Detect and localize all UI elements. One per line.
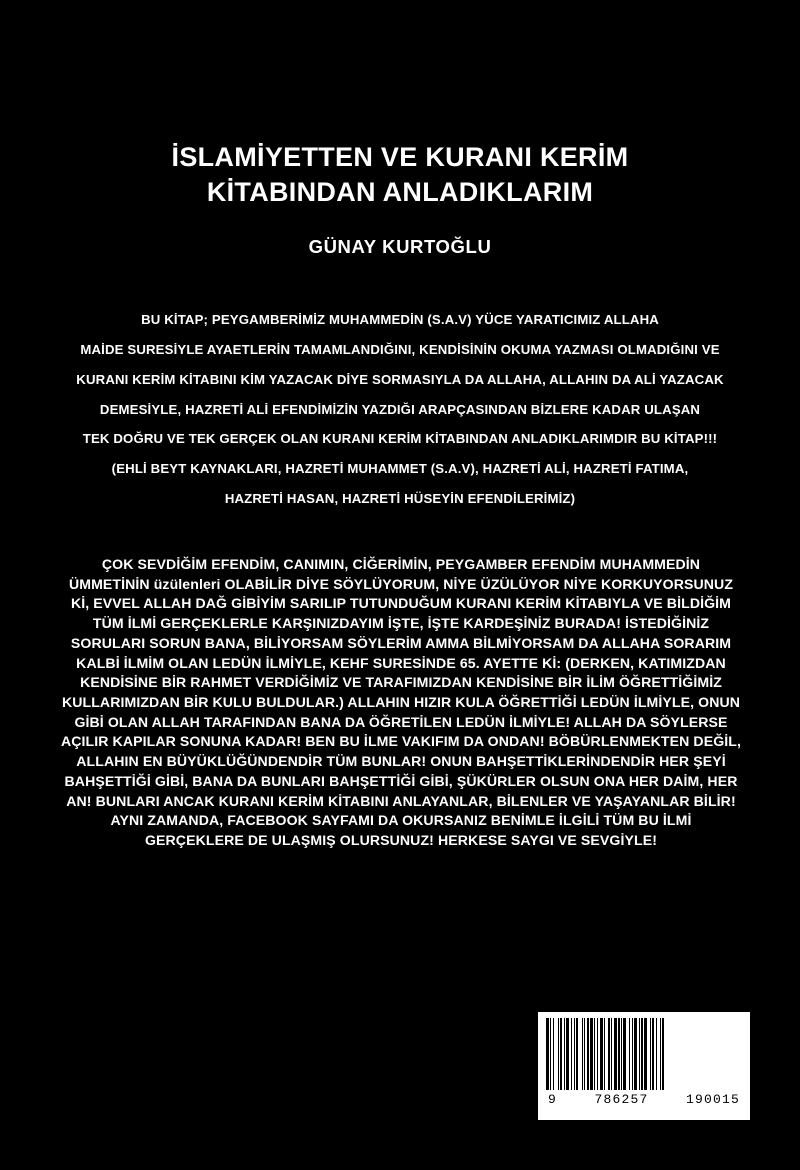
title-block bbox=[0, 140, 800, 258]
barcode-digits bbox=[546, 1090, 742, 1107]
page-title-line-2: KİTABINDAN ANLADIKLARIM bbox=[206, 176, 594, 207]
blurb-top-line: DEMESİYLE, HAZRETİ ALİ EFENDİMİZİN YAZDIĞI ARAPÇASINDAN BİZLERE KADAR ULAŞAN bbox=[99, 401, 701, 417]
blurb-top bbox=[60, 312, 740, 521]
blurb-top-line: BU KİTAP; PEYGAMBERİMİZ MUHAMMEDİN (S.A.V) YÜCE YARATICIMIZ ALLAHA bbox=[141, 312, 659, 327]
barcode-group-1: 786257 bbox=[594, 1092, 649, 1107]
barcode-group-2: 190015 bbox=[685, 1092, 740, 1107]
blurb-top-line: HAZRETİ HASAN, HAZRETİ HÜSEYİN EFENDİLERİMİZ) bbox=[224, 491, 576, 507]
blurb-top-line: KURANI KERİM KİTABINI KİM YAZACAK DİYE SORMASIYLA DA ALLAHA, ALLAHIN DA ALİ YAZACAK bbox=[76, 371, 724, 387]
blurb-top-line: TEK DOĞRU VE TEK GERÇEK OLAN KURANI KERİM KİTABINDAN ANLADIKLARIMDIR BU KİTAP!!! bbox=[82, 431, 718, 447]
barcode-bars bbox=[546, 1018, 742, 1090]
blurb-top-line: MAİDE SURESİYLE AYAETLERİN TAMAMLANDIĞINI, KENDİSİNİN OKUMA YAZMASI OLMADIĞINI VE bbox=[80, 341, 720, 357]
author-name: GÜNAY KURTOĞLU bbox=[308, 236, 492, 258]
blurb-main-text: ÇOK SEVDİĞİM EFENDİM, CANIMIN, CİĞERİMİN, PEYGAMBER EFENDİM MUHAMMEDİN ÜMMETİNİN üzülenleri OLABİLİR DİYE SÖYLÜYORUM, NİYE ÜZÜLÜYOR NİYE KORKUYORSUNUZ Kİ, EVVEL ALLAH DAĞ GİBİYİM SARILIP TUTUNDUĞUM KURANI KERİM KİTABIYLA VE BİLDİĞİM TÜM İLMİ GERÇEKLERLE KARŞINIZDAYIM İŞTE, İŞTE KARDEŞİNİZ BURADA! İSTEDİĞİNİZ SORULARI SORUN BANA, BİLİYORSAM SÖYLERİM AMMA BİLMİYORSAM DA ALLAHA SORARIM KALBİ İLMİM OLAN LEDÜN İLMİYLE, KEHF SURESİNDE 65. AYETTE Kİ: (DERKEN, KATIMIZDAN KENDİSİNE BİR RAHMET VERDİĞİMİZ VE TARAFIMIZDAN KENDİSİNE BİR İLİM ÖĞRETTİĞİMİZ KULLARIMIZDAN BİR KULU BULDULAR.) ALLAHIN HIZIR KULA ÖĞRETTİĞİ LEDÜN İLMİYLE, ONUN GİBİ OLAN ALLAH TARAFINDAN BANA DA ÖĞRETİLEN LEDÜN İLMİYLE! ALLAH DA SÖYLERSE AÇILIR KAPILAR SONUNA KADAR! BEN BU İLME VAKIFIM DA ONDAN! BÖBÜRLENMEKTEN DEĞİL, ALLAHIN EN BÜYÜKLÜĞÜNDENDİR TÜM BUNLAR! ONUN BAHŞETTİKLERİNDENDİR HER ŞEYİ BAHŞETTİĞİ GİBİ, BANA DA BUNLARI BAHŞETTİĞİ GİBİ, ŞÜKÜRLER OLSUN ONA HER DAİM, HER AN! BUNLARI ANCAK KURANI KERİM KİTABINI ANLAYANLAR, BİLENLER VE YAŞAYANLAR BİLİR! AYNI ZAMANDA, FACEBOOK SAYFAMI DA OKURSANIZ BENİMLE İLGİLİ TÜM BU İLMİ GERÇEKLERE DE ULAŞMIŞ OLURSUNUZ! HERKESE SAYGI VE SEVGİYLE! bbox=[60, 556, 742, 849]
isbn-barcode bbox=[538, 1012, 750, 1120]
page-title-line-1: İSLAMİYETTEN VE KURANI KERİM bbox=[171, 142, 629, 172]
blurb-top-line: (EHLİ BEYT KAYNAKLARI, HAZRETİ MUHAMMET (S.A.V), HAZRETİ ALİ, HAZRETİ FATIMA, bbox=[111, 461, 689, 477]
barcode-left-digit: 9 bbox=[548, 1092, 558, 1107]
